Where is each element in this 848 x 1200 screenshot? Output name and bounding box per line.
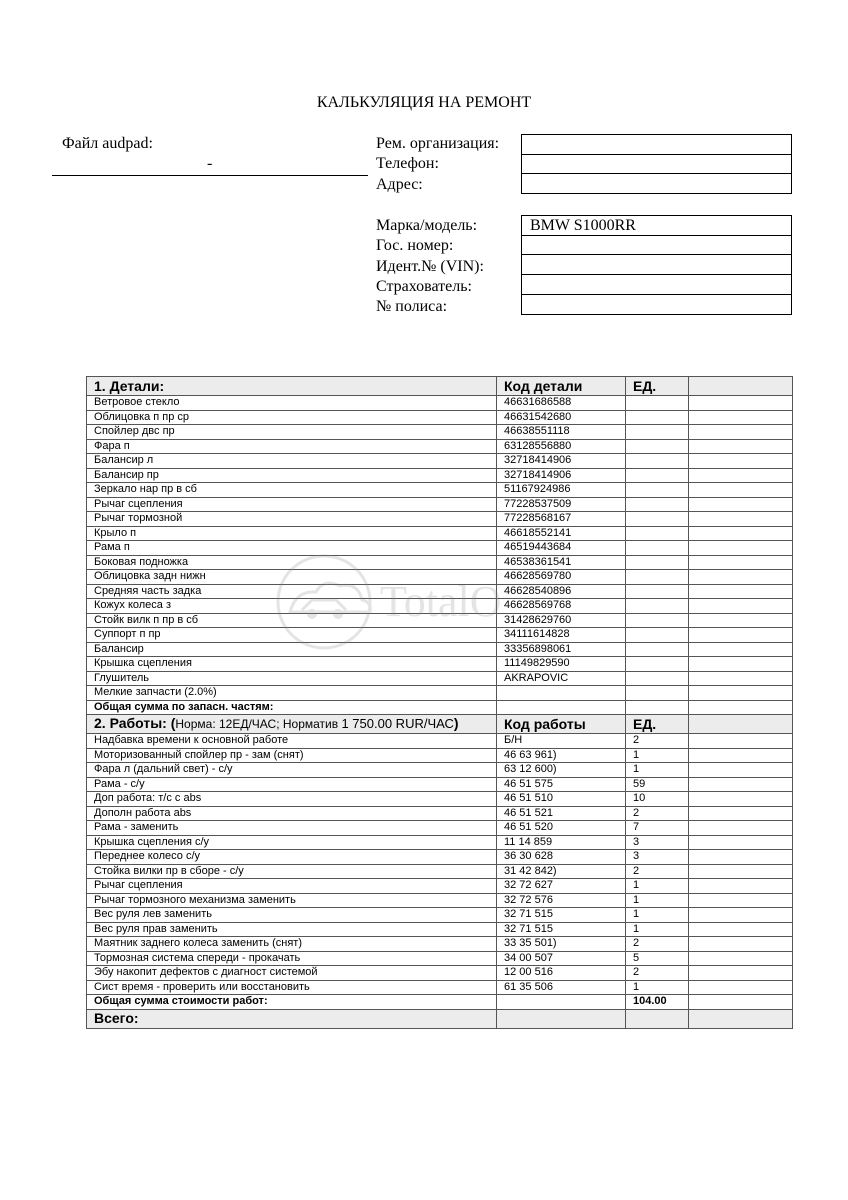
part-name: Суппорт п пр — [87, 628, 497, 643]
total-label: Всего: — [87, 1009, 497, 1028]
works-row — [87, 937, 793, 952]
works-norm: Норма: 12ЕД/ЧАС; Норматив — [175, 717, 342, 731]
part-units — [626, 483, 689, 498]
file-underline — [52, 175, 368, 176]
work-name: Рычаг тормозного механизма заменить — [87, 893, 497, 908]
parts-sum-code — [497, 700, 626, 715]
work-extra — [689, 777, 793, 792]
works-sum-label: Общая сумма стоимости работ: — [87, 995, 497, 1010]
file-value: - — [207, 155, 213, 172]
part-units — [626, 628, 689, 643]
works-sum-code — [497, 995, 626, 1010]
work-extra — [689, 864, 793, 879]
parts-row — [87, 613, 793, 628]
phone-label: Телефон: — [376, 155, 439, 172]
parts-row — [87, 628, 793, 643]
work-code: 32 71 515 — [497, 922, 626, 937]
work-name: Дополн работа abs — [87, 806, 497, 821]
work-name: Сист время - проверить или восстановить — [87, 980, 497, 995]
part-extra — [689, 541, 793, 556]
calculation-table — [86, 376, 793, 1029]
work-code: 32 72 627 — [497, 879, 626, 894]
insured-label: Страхователь: — [376, 278, 472, 295]
work-extra — [689, 734, 793, 749]
part-units — [626, 410, 689, 425]
part-name: Рычаг тормозной — [87, 512, 497, 527]
vin-label: Идент.№ (VIN): — [376, 258, 484, 275]
parts-row — [87, 454, 793, 469]
repair-org-label: Рем. организация: — [376, 135, 500, 152]
works-row — [87, 879, 793, 894]
work-name: Вес руля прав заменить — [87, 922, 497, 937]
parts-row — [87, 497, 793, 512]
work-name: Фара л (дальний свет) - с/у — [87, 763, 497, 778]
part-code: 46618552141 — [497, 526, 626, 541]
part-name: Облицовка п пр ср — [87, 410, 497, 425]
work-units: 1 — [626, 879, 689, 894]
work-extra — [689, 951, 793, 966]
total-row — [87, 1009, 793, 1028]
part-code: 46628540896 — [497, 584, 626, 599]
total-units — [626, 1009, 689, 1028]
works-row — [87, 821, 793, 836]
total-code — [497, 1009, 626, 1028]
part-extra — [689, 468, 793, 483]
work-extra — [689, 821, 793, 836]
part-units — [626, 570, 689, 585]
work-extra — [689, 966, 793, 981]
work-extra — [689, 879, 793, 894]
work-units: 3 — [626, 835, 689, 850]
part-code — [497, 686, 626, 701]
part-name: Облицовка задн нижн — [87, 570, 497, 585]
part-units — [626, 671, 689, 686]
work-units: 1 — [626, 748, 689, 763]
part-units — [626, 526, 689, 541]
work-code: 46 63 961) — [497, 748, 626, 763]
work-code: 32 71 515 — [497, 908, 626, 923]
part-units — [626, 584, 689, 599]
part-extra — [689, 686, 793, 701]
works-row — [87, 966, 793, 981]
part-name: Крыло п — [87, 526, 497, 541]
make-model-value: BMW S1000RR — [530, 217, 636, 234]
part-name: Мелкие запчасти (2.0%) — [87, 686, 497, 701]
part-units — [626, 497, 689, 512]
parts-row — [87, 570, 793, 585]
parts-row — [87, 642, 793, 657]
parts-row — [87, 584, 793, 599]
work-units: 2 — [626, 966, 689, 981]
work-extra — [689, 806, 793, 821]
part-extra — [689, 642, 793, 657]
parts-row — [87, 541, 793, 556]
part-units — [626, 613, 689, 628]
works-row — [87, 748, 793, 763]
work-name: Рычаг сцепления — [87, 879, 497, 894]
work-units: 2 — [626, 937, 689, 952]
work-units: 2 — [626, 806, 689, 821]
work-name: Рама - заменить — [87, 821, 497, 836]
address-label: Адрес: — [376, 176, 423, 193]
work-name: Надбавка времени к основной работе — [87, 734, 497, 749]
part-extra — [689, 671, 793, 686]
part-code: 46631686588 — [497, 396, 626, 411]
works-row — [87, 835, 793, 850]
work-extra — [689, 835, 793, 850]
policy-field — [521, 295, 792, 315]
work-units: 1 — [626, 908, 689, 923]
part-name: Фара п — [87, 439, 497, 454]
work-code: 33 35 501) — [497, 937, 626, 952]
part-extra — [689, 555, 793, 570]
parts-row — [87, 410, 793, 425]
work-name: Доп работа: т/с с abs — [87, 792, 497, 807]
part-name: Балансир л — [87, 454, 497, 469]
part-code: 77228568167 — [497, 512, 626, 527]
work-code: 63 12 600) — [497, 763, 626, 778]
work-name: Маятник заднего колеса заменить (снят) — [87, 937, 497, 952]
part-extra — [689, 512, 793, 527]
parts-sum-label: Общая сумма по запасн. частям: — [87, 700, 497, 715]
part-name: Крышка сцепления — [87, 657, 497, 672]
parts-sum-units — [626, 700, 689, 715]
work-name: Тормозная система спереди - прокачать — [87, 951, 497, 966]
works-unit-header: ЕД. — [626, 715, 689, 734]
work-units: 1 — [626, 980, 689, 995]
part-name: Боковая подножка — [87, 555, 497, 570]
work-extra — [689, 922, 793, 937]
calculation-table-body — [87, 377, 793, 1029]
parts-row — [87, 555, 793, 570]
work-units: 2 — [626, 734, 689, 749]
parts-section-title: 1. Детали: — [87, 377, 497, 396]
make-model-field — [521, 215, 792, 236]
work-units: 1 — [626, 922, 689, 937]
vin-field — [521, 255, 792, 275]
file-label: Файл audpad: — [62, 135, 153, 152]
work-units: 1 — [626, 893, 689, 908]
work-units: 3 — [626, 850, 689, 865]
part-code: 46638551118 — [497, 425, 626, 440]
work-name: Эбу накопит дефектов с диагност системой — [87, 966, 497, 981]
works-title: 2. Работы: ( — [94, 715, 176, 731]
part-code: 63128556880 — [497, 439, 626, 454]
work-code: 46 51 520 — [497, 821, 626, 836]
works-row — [87, 922, 793, 937]
part-code: 31428629760 — [497, 613, 626, 628]
part-extra — [689, 425, 793, 440]
document-title: КАЛЬКУЛЯЦИЯ НА РЕМОНТ — [316, 94, 532, 111]
parts-row — [87, 396, 793, 411]
part-units — [626, 396, 689, 411]
works-title-close: ) — [453, 715, 459, 731]
work-code: 46 51 521 — [497, 806, 626, 821]
work-extra — [689, 748, 793, 763]
part-code: 46519443684 — [497, 541, 626, 556]
works-row — [87, 763, 793, 778]
part-units — [626, 425, 689, 440]
work-code: Б/Н — [497, 734, 626, 749]
part-code: 46628569768 — [497, 599, 626, 614]
part-code: 51167924986 — [497, 483, 626, 498]
part-code: 32718414906 — [497, 468, 626, 483]
part-name: Средняя часть задка — [87, 584, 497, 599]
part-name: Кожух колеса з — [87, 599, 497, 614]
works-row — [87, 951, 793, 966]
works-sum-units: 104.00 — [626, 995, 689, 1010]
part-units — [626, 454, 689, 469]
work-extra — [689, 908, 793, 923]
parts-row — [87, 512, 793, 527]
part-extra — [689, 526, 793, 541]
part-name: Спойлер двс пр — [87, 425, 497, 440]
address-field — [521, 174, 792, 194]
parts-row — [87, 686, 793, 701]
works-row — [87, 734, 793, 749]
works-sum-row — [87, 995, 793, 1010]
work-code: 36 30 628 — [497, 850, 626, 865]
works-row — [87, 893, 793, 908]
total-extra — [689, 1009, 793, 1028]
work-units: 1 — [626, 763, 689, 778]
make-model-label: Марка/модель: — [376, 217, 478, 234]
works-rate: 1 750.00 RUR/ЧАС — [341, 716, 454, 731]
part-units — [626, 468, 689, 483]
part-units — [626, 555, 689, 570]
work-extra — [689, 893, 793, 908]
phone-field — [521, 154, 792, 174]
part-code: 34111614828 — [497, 628, 626, 643]
parts-sum-row — [87, 700, 793, 715]
part-extra — [689, 410, 793, 425]
part-units — [626, 512, 689, 527]
plate-field — [521, 235, 792, 255]
works-section-title — [87, 715, 497, 734]
works-header-row — [87, 715, 793, 734]
part-name: Рычаг сцепления — [87, 497, 497, 512]
parts-row — [87, 439, 793, 454]
parts-row — [87, 599, 793, 614]
part-name: Рама п — [87, 541, 497, 556]
work-extra — [689, 763, 793, 778]
part-name: Зеркало нар пр в сб — [87, 483, 497, 498]
part-code: 33356898061 — [497, 642, 626, 657]
work-units: 7 — [626, 821, 689, 836]
parts-row — [87, 425, 793, 440]
parts-unit-header: ЕД. — [626, 377, 689, 396]
part-code: 46631542680 — [497, 410, 626, 425]
work-units: 5 — [626, 951, 689, 966]
part-extra — [689, 570, 793, 585]
part-name: Балансир — [87, 642, 497, 657]
part-name: Глушитель — [87, 671, 497, 686]
works-sum-extra — [689, 995, 793, 1010]
parts-row — [87, 657, 793, 672]
part-code: 46628569780 — [497, 570, 626, 585]
work-code: 61 35 506 — [497, 980, 626, 995]
policy-label: № полиса: — [376, 298, 448, 315]
part-extra — [689, 454, 793, 469]
parts-row — [87, 671, 793, 686]
part-units — [626, 657, 689, 672]
works-row — [87, 777, 793, 792]
work-units: 59 — [626, 777, 689, 792]
work-code: 11 14 859 — [497, 835, 626, 850]
work-code: 31 42 842) — [497, 864, 626, 879]
works-row — [87, 792, 793, 807]
works-row — [87, 980, 793, 995]
parts-code-header: Код детали — [497, 377, 626, 396]
work-name: Стойка вилки пр в сборе - с/у — [87, 864, 497, 879]
part-name: Балансир пр — [87, 468, 497, 483]
part-code: 77228537509 — [497, 497, 626, 512]
part-code: 32718414906 — [497, 454, 626, 469]
work-code: 46 51 575 — [497, 777, 626, 792]
works-row — [87, 850, 793, 865]
part-units — [626, 439, 689, 454]
work-code: 32 72 576 — [497, 893, 626, 908]
work-extra — [689, 937, 793, 952]
works-row — [87, 908, 793, 923]
part-extra — [689, 613, 793, 628]
part-extra — [689, 396, 793, 411]
plate-label: Гос. номер: — [376, 237, 454, 254]
part-code: 11149829590 — [497, 657, 626, 672]
parts-row — [87, 526, 793, 541]
part-extra — [689, 599, 793, 614]
parts-row — [87, 468, 793, 483]
work-extra — [689, 792, 793, 807]
part-extra — [689, 657, 793, 672]
part-units — [626, 541, 689, 556]
work-extra — [689, 850, 793, 865]
work-code: 34 00 507 — [497, 951, 626, 966]
works-extra-header — [689, 715, 793, 734]
work-name: Рама - с/у — [87, 777, 497, 792]
part-code: 46538361541 — [497, 555, 626, 570]
work-code: 46 51 510 — [497, 792, 626, 807]
part-name: Стойк вилк п пр в сб — [87, 613, 497, 628]
parts-row — [87, 483, 793, 498]
work-units: 2 — [626, 864, 689, 879]
parts-extra-header — [689, 377, 793, 396]
part-extra — [689, 584, 793, 599]
part-extra — [689, 483, 793, 498]
part-code: AKRAPOVIC — [497, 671, 626, 686]
part-units — [626, 686, 689, 701]
part-extra — [689, 628, 793, 643]
part-units — [626, 599, 689, 614]
part-extra — [689, 439, 793, 454]
work-name: Моторизованный спойлер пр - зам (снят) — [87, 748, 497, 763]
part-units — [626, 642, 689, 657]
parts-sum-extra — [689, 700, 793, 715]
repair-org-field — [521, 134, 792, 155]
work-extra — [689, 980, 793, 995]
part-extra — [689, 497, 793, 512]
works-row — [87, 806, 793, 821]
work-name: Переднее колесо с/у — [87, 850, 497, 865]
work-name: Крышка сцепления с/у — [87, 835, 497, 850]
part-name: Ветровое стекло — [87, 396, 497, 411]
watermark-text: TotalO — [380, 577, 502, 626]
work-code: 12 00 516 — [497, 966, 626, 981]
work-units: 10 — [626, 792, 689, 807]
works-row — [87, 864, 793, 879]
works-code-header: Код работы — [497, 715, 626, 734]
work-name: Вес руля лев заменить — [87, 908, 497, 923]
parts-header-row — [87, 377, 793, 396]
insured-field — [521, 275, 792, 295]
